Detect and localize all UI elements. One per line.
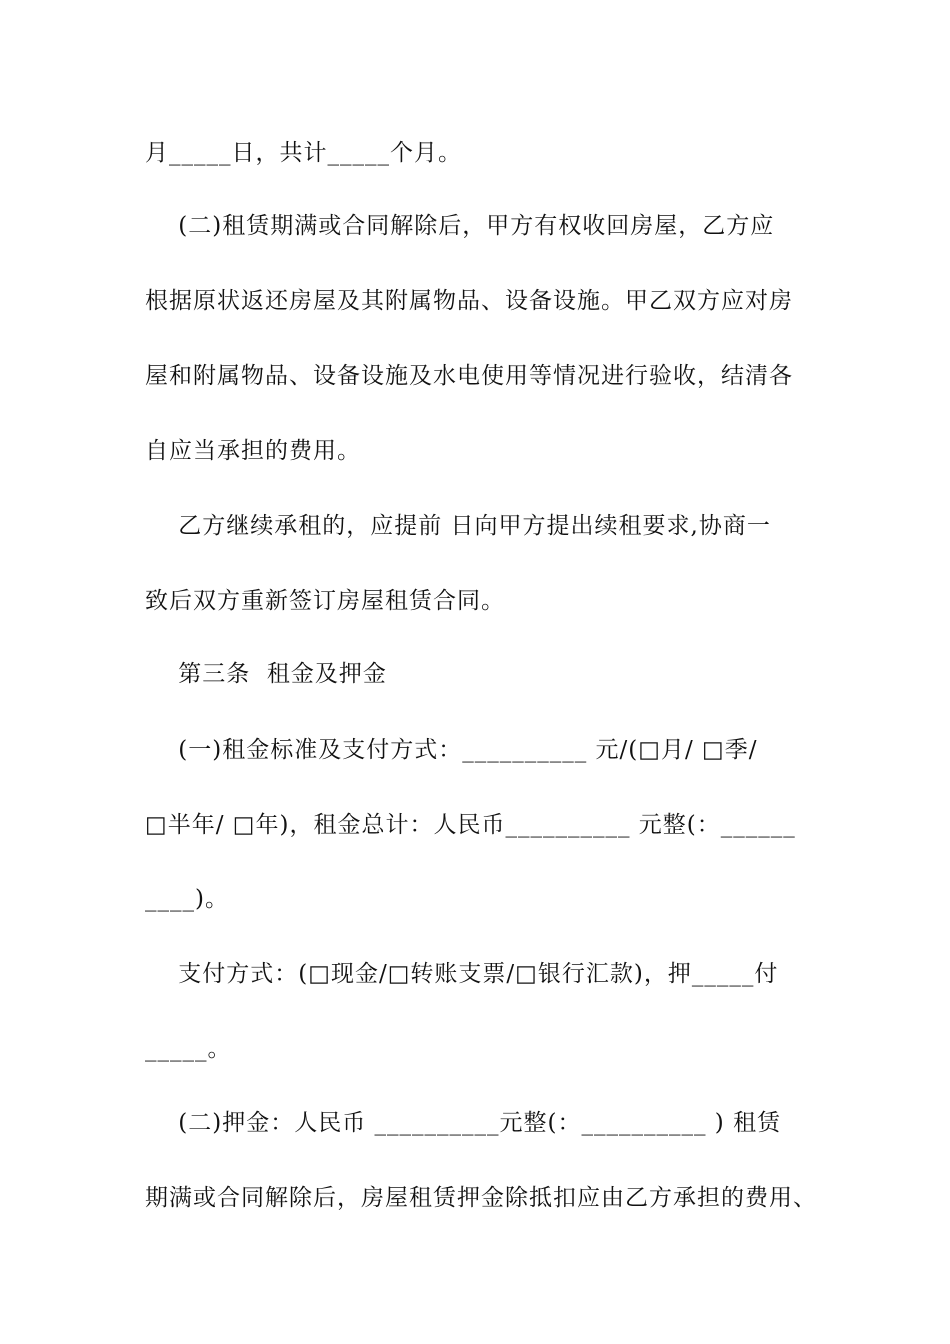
article-3-heading: 第三条 租金及押金 [145, 661, 387, 687]
text-line-renewal-end: 致后双方重新签订房屋租赁合同。 [145, 588, 505, 614]
text-line-deposit: (二)押金：人民币 __________元整(：__________ ) 租赁 [145, 1110, 782, 1136]
text-line-rent-standard: (一)租金标准及支付方式：__________ 元/(□月/ □季/ [145, 737, 758, 763]
text-line-payment-method-end: _____。 [145, 1036, 232, 1062]
text-line-clause-2-cont-2: 屋和附属物品、设备设施及水电使用等情况进行验收，结清各 [145, 363, 793, 389]
text-line-payment-method: 支付方式：(□现金/□转账支票/□银行汇款)，押_____付 [145, 961, 779, 987]
text-line-clause-2-start: (二)租赁期满或合同解除后，甲方有权收回房屋，乙方应 [145, 213, 775, 239]
text-line-rent-total-end: ____)。 [145, 886, 229, 912]
text-line-term-months: 月_____日，共计_____个月。 [145, 140, 462, 166]
text-line-renewal-start: 乙方继续承租的，应提前 日向甲方提出续租要求,协商一 [145, 513, 771, 539]
text-line-clause-2-cont-1: 根据原状返还房屋及其附属物品、设备设施。甲乙双方应对房 [145, 288, 793, 314]
text-line-clause-2-end: 自应当承担的费用。 [145, 438, 361, 464]
text-line-deposit-cont: 期满或合同解除后，房屋租赁押金除抵扣应由乙方承担的费用、 [145, 1185, 817, 1211]
text-line-rent-total: □半年/ □年)，租金总计：人民币__________ 元整(：______ [145, 812, 796, 838]
